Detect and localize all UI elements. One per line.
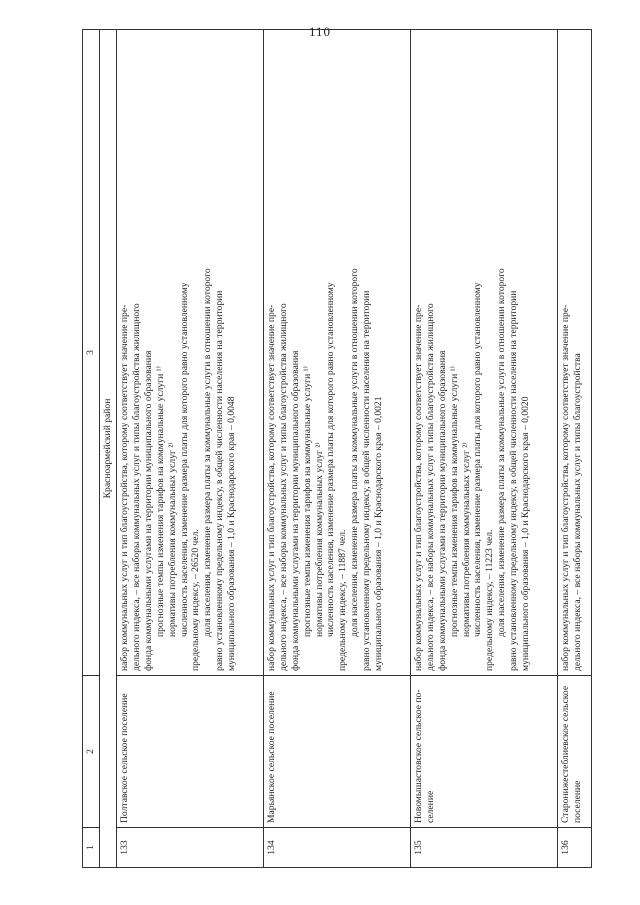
tariff-table [82, 29, 592, 868]
description-line: прогнозные темпы изменения тарифов на коммунальные услуги ¹⁾ [301, 366, 313, 637]
row-number: 134 [263, 828, 410, 868]
description-line: равно установленному предельному индексу, в общей численности населения на территории [361, 290, 373, 671]
description-line: муниципального образования – 1,0 и Краснодарского края – 0,0020 [520, 396, 532, 671]
description-line: доля населения, изменение размера платы за коммунальные услуги в отношении которого [496, 268, 508, 637]
description-cell [410, 30, 557, 676]
description-line: дельного индекса, – все наборы коммунальных услуг и типы благоустройства жилищного [130, 303, 142, 671]
header-row [83, 30, 100, 868]
description-line: предельному индексу, – 26520 чел. [190, 529, 202, 671]
description-line: прогнозные темпы изменения тарифов на коммунальные услуги ¹⁾ [154, 366, 166, 637]
description-line: прогнозные темпы изменения тарифов на коммунальные услуги ¹⁾ [448, 366, 460, 637]
description-line: равно установленному предельному индексу, в общей численности населения на территории [214, 290, 226, 671]
table-row [263, 30, 410, 868]
table-row [410, 30, 557, 868]
settlement-name: Полтавское сельское поселение [117, 676, 264, 828]
district-name: Красноармейский район [100, 30, 117, 868]
header-col-2: 2 [83, 676, 100, 828]
table-body [100, 30, 592, 868]
description-line: дельного индекса, – все наборы коммунальных услуг и типы благоустройства жилищного [424, 303, 436, 671]
description-line: набор коммунальных услуг и тип благоустройства, которому соответствует значение пре- [265, 304, 277, 671]
description-line: доля населения, изменение размера платы за коммунальные услуги в отношении которого [349, 268, 361, 637]
description-cell [557, 30, 591, 676]
description-line: численность населения, изменение размера платы для которого равно установленному [325, 282, 337, 637]
row-number: 133 [117, 828, 264, 868]
description-line: предельному индексу, – 11223 чел. [484, 529, 496, 671]
description-line: нормативы потребления коммунальных услуг ²⁾ [166, 442, 178, 637]
row-number: 135 [410, 828, 557, 868]
rotated-table-container [82, 30, 592, 868]
settlement-name: Новомышастовское сельское по- селение [410, 676, 557, 828]
description-line: фонда коммунальными услугами на территории муниципального образования [289, 350, 301, 671]
description-line: набор коммунальных услуг и тип благоустройства, которому соответствует значение пре- [412, 304, 424, 671]
description-line: дельного индекса, – все наборы коммунальных услуг и типы благоустройства [571, 353, 583, 671]
settlement-name: Старонижестеблиевское сельское поселение [557, 676, 591, 828]
description-line: дельного индекса, – все наборы коммунальных услуг и типы благоустройства жилищного [277, 303, 289, 671]
table-row [117, 30, 264, 868]
description-line: фонда коммунальными услугами на территории муниципального образования [142, 350, 154, 671]
header-col-1: 1 [83, 828, 100, 868]
description-line: муниципального образования – 1,0 и Краснодарского края – 0,0021 [373, 396, 385, 671]
row-number: 136 [557, 828, 591, 868]
description-line: численность населения, изменение размера платы для которого равно установленному [178, 282, 190, 637]
description-line: нормативы потребления коммунальных услуг ²⁾ [313, 442, 325, 637]
description-line: предельному индексу, – 11887 чел. [337, 529, 349, 671]
page-number: 110 [308, 24, 332, 39]
district-row [100, 30, 117, 868]
description-line: доля населения, изменение размера платы за коммунальные услуги в отношении которого [202, 268, 214, 637]
description-line: нормативы потребления коммунальных услуг ²⁾ [460, 442, 472, 637]
description-line: равно установленному предельному индексу, в общей численности населения на территории [508, 290, 520, 671]
description-line: набор коммунальных услуг и тип благоустройства, которому соответствует значение пре- [559, 304, 571, 671]
description-line: муниципального образования – 1,0 и Краснодарского края – 0,0048 [226, 396, 238, 671]
table-row [557, 30, 591, 868]
description-line: фонда коммунальными услугами на территории муниципального образования [436, 350, 448, 671]
description-cell [117, 30, 264, 676]
description-line: численность населения, изменение размера платы для которого равно установленному [472, 282, 484, 637]
description-line: набор коммунальных услуг и тип благоустройства, которому соответствует значение пре- [119, 304, 130, 671]
settlement-name: Марьянское сельское поселение [263, 676, 410, 828]
header-col-3: 3 [83, 30, 100, 676]
description-cell [263, 30, 410, 676]
